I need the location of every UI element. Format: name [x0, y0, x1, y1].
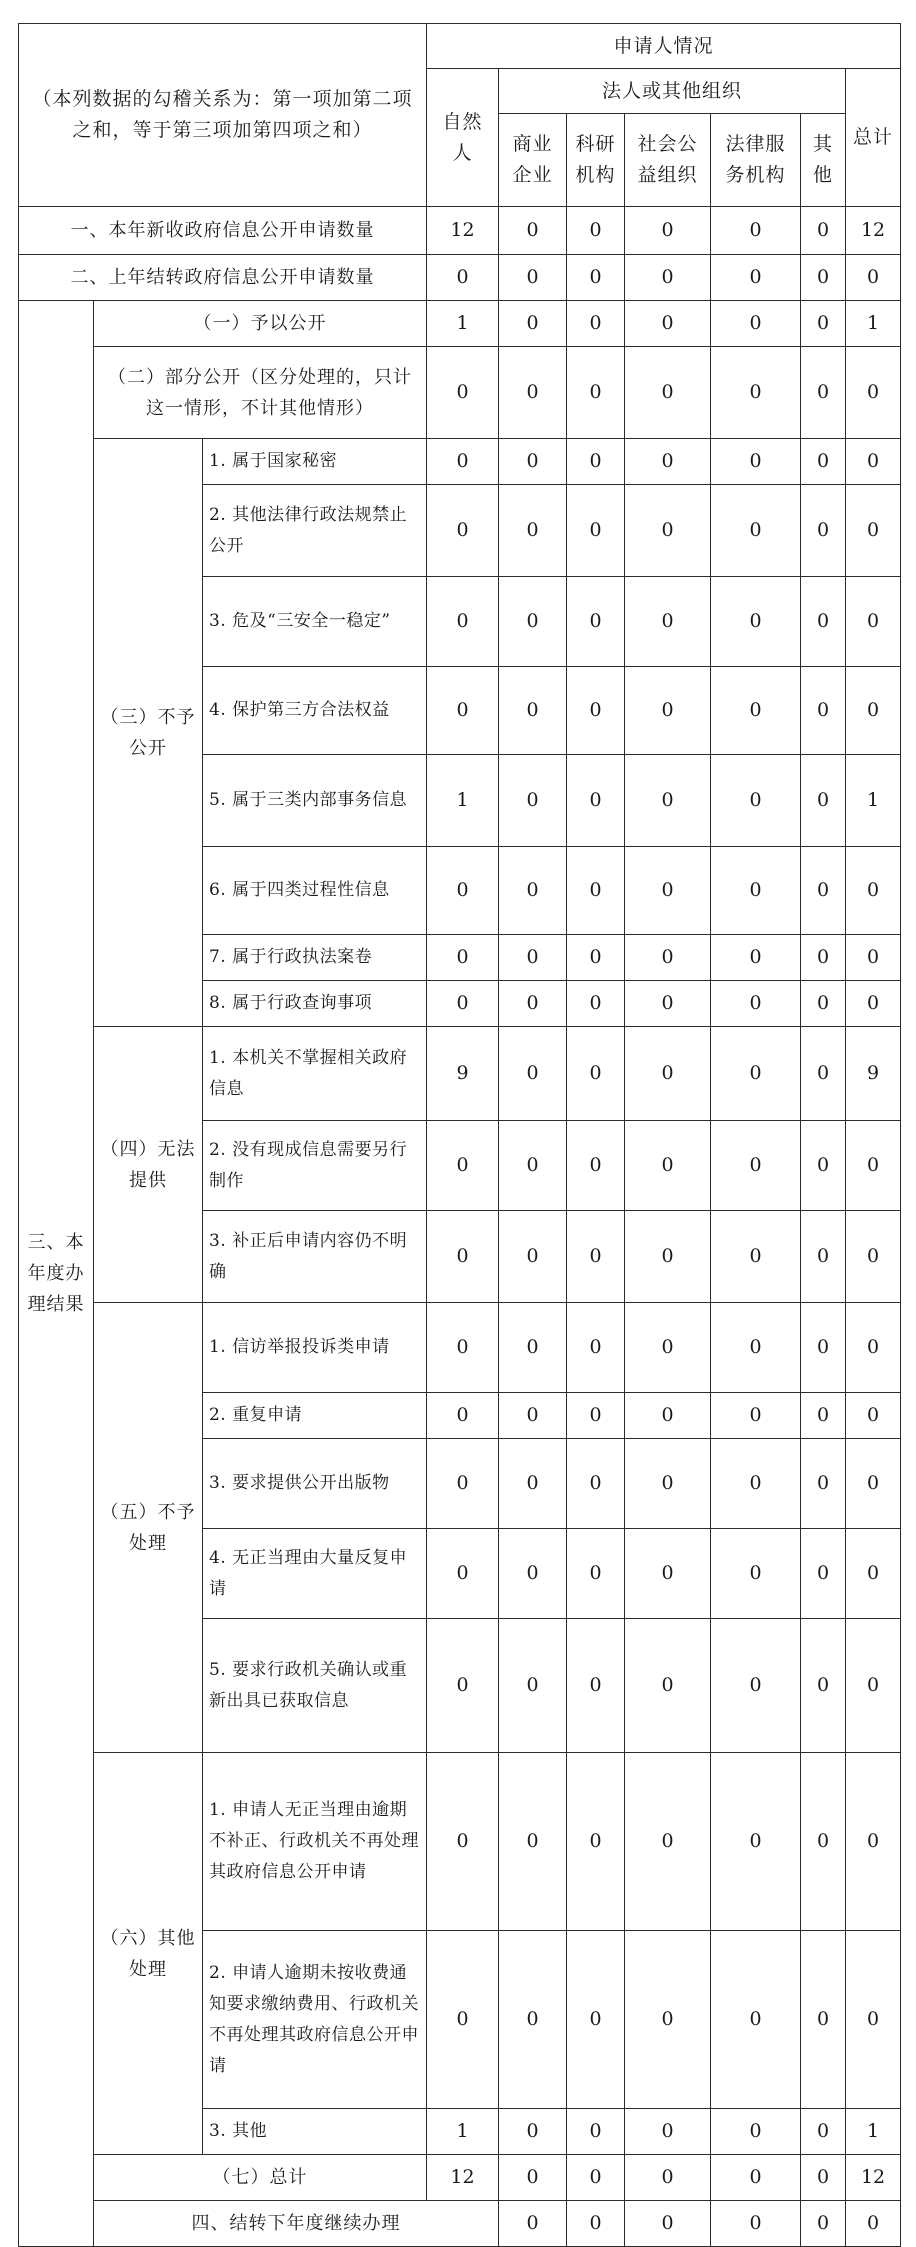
cell-business: 0 [499, 439, 567, 485]
cell-research: 0 [567, 2109, 625, 2155]
cell-research: 0 [567, 1027, 625, 1121]
cell-natural: 0 [427, 847, 499, 935]
row-not-processed-1 [19, 1303, 901, 1393]
cell-natural: 0 [427, 1211, 499, 1303]
total-header: 总计 [846, 69, 901, 207]
cell-natural: 0 [427, 1121, 499, 1211]
natural-person-header: 自然人 [427, 69, 499, 207]
row-label: 2. 其他法律行政法规禁止公开 [203, 485, 427, 577]
disclosure-stats-table [18, 23, 901, 2247]
row-label: （二）部分公开（区分处理的，只计这一情形，不计其他情形） [94, 347, 427, 439]
cell-legal-service: 0 [711, 2155, 801, 2201]
row-label: 3. 补正后申请内容仍不明确 [203, 1211, 427, 1303]
cell-research: 0 [567, 1303, 625, 1393]
cell-social: 0 [625, 935, 711, 981]
cell-other: 0 [801, 1121, 846, 1211]
cell-other: 0 [801, 847, 846, 935]
cell-other: 0 [801, 577, 846, 667]
cell-other: 0 [801, 1393, 846, 1439]
cell-other: 0 [801, 1439, 846, 1529]
row-label: 3. 要求提供公开出版物 [203, 1439, 427, 1529]
cell-other: 0 [846, 2201, 901, 2247]
cell-legal-service: 0 [711, 439, 801, 485]
cell-total: 0 [846, 485, 901, 577]
cell-total: 9 [846, 1027, 901, 1121]
cell-natural: 12 [427, 2155, 499, 2201]
row-carry-forward [19, 2201, 901, 2247]
cell-legal-service: 0 [711, 755, 801, 847]
cell-total: 0 [846, 1439, 901, 1529]
cell-total: 0 [846, 347, 901, 439]
cell-business: 0 [499, 347, 567, 439]
cell-natural: 0 [427, 577, 499, 667]
cell-research: 0 [567, 207, 625, 255]
cell-other: 0 [801, 2155, 846, 2201]
cell-legal-service: 0 [711, 1027, 801, 1121]
cell-social: 0 [625, 1931, 711, 2109]
row-label: 5. 属于三类内部事务信息 [203, 755, 427, 847]
cell-social: 0 [625, 577, 711, 667]
cell-other: 0 [801, 485, 846, 577]
cell-business: 0 [499, 1303, 567, 1393]
cell-legal-service: 0 [711, 667, 801, 755]
group-label: （三）不予公开 [94, 439, 203, 1027]
row-label: 1. 本机关不掌握相关政府信息 [203, 1027, 427, 1121]
legal-service-header: 法律服务机构 [711, 114, 801, 207]
cell-other: 0 [801, 1303, 846, 1393]
row-label: 1. 属于国家秘密 [203, 439, 427, 485]
cell-business: 0 [499, 2109, 567, 2155]
cell-other: 0 [801, 207, 846, 255]
cell-other: 0 [801, 2109, 846, 2155]
cell-business: 0 [499, 935, 567, 981]
row-label: 二、上年结转政府信息公开申请数量 [19, 255, 427, 301]
cell-social: 0 [625, 485, 711, 577]
applicant-header: 申请人情况 [427, 24, 901, 69]
cell-research: 0 [567, 1931, 625, 2109]
cell-research: 0 [567, 1529, 625, 1619]
cell-social: 0 [625, 1211, 711, 1303]
cell-social: 0 [625, 207, 711, 255]
cell-total: 1 [846, 2109, 901, 2155]
cell-social: 0 [625, 1027, 711, 1121]
row-label: 四、结转下年度继续办理 [94, 2201, 499, 2247]
row-disclosed [19, 301, 901, 347]
cell-other: 0 [801, 1529, 846, 1619]
cell-social: 0 [625, 1303, 711, 1393]
row-subtotal [19, 2155, 901, 2201]
cell-total: 0 [846, 1619, 901, 1753]
cell-total: 0 [846, 667, 901, 755]
cell-legal-service: 0 [711, 935, 801, 981]
cell-business: 0 [499, 1211, 567, 1303]
cell-legal-service: 0 [711, 1931, 801, 2109]
cell-business: 0 [499, 755, 567, 847]
cell-total: 0 [846, 1303, 901, 1393]
cell-social: 0 [625, 2155, 711, 2201]
row-label: 1. 信访举报投诉类申请 [203, 1303, 427, 1393]
cell-research: 0 [567, 439, 625, 485]
cell-social: 0 [625, 2109, 711, 2155]
cell-natural: 9 [427, 1027, 499, 1121]
cell-legal-service: 0 [711, 981, 801, 1027]
cell-social: 0 [625, 1619, 711, 1753]
group-label: （五）不予处理 [94, 1303, 203, 1753]
cell-social: 0 [625, 301, 711, 347]
cell-business: 0 [499, 847, 567, 935]
cell-business: 0 [499, 207, 567, 255]
cell-total: 1 [846, 301, 901, 347]
row-label: 2. 申请人逾期未按收费通知要求缴纳费用、行政机关不再处理其政府信息公开申请 [203, 1931, 427, 2109]
row-label: 2. 重复申请 [203, 1393, 427, 1439]
cell-research: 0 [567, 1753, 625, 1931]
row-other-handling-1 [19, 1753, 901, 1931]
cell-research: 0 [567, 981, 625, 1027]
cell-research: 0 [567, 1393, 625, 1439]
cell-total: 12 [846, 2155, 901, 2201]
row-label: 1. 申请人无正当理由逾期不补正、行政机关不再处理其政府信息公开申请 [203, 1753, 427, 1931]
cell-natural: 0 [427, 485, 499, 577]
row-cannot-provide-1 [19, 1027, 901, 1121]
cell-natural: 0 [427, 1393, 499, 1439]
cell-other: 0 [801, 439, 846, 485]
cell-social: 0 [711, 2201, 801, 2247]
cell-natural: 0 [427, 1439, 499, 1529]
cell-business: 0 [499, 577, 567, 667]
cell-total: 0 [846, 1753, 901, 1931]
cell-legal-service: 0 [711, 1619, 801, 1753]
row-label: （一）予以公开 [94, 301, 427, 347]
cell-legal-service: 0 [711, 485, 801, 577]
row-label: 一、本年新收政府信息公开申请数量 [19, 207, 427, 255]
cell-business: 0 [499, 1027, 567, 1121]
cell-research: 0 [625, 2201, 711, 2247]
cell-business: 0 [499, 485, 567, 577]
column-note: （本列数据的勾稽关系为：第一项加第二项之和，等于第三项加第四项之和） [19, 24, 427, 207]
cell-total: 0 [846, 1931, 901, 2109]
row-label: 3. 其他 [203, 2109, 427, 2155]
cell-total: 0 [846, 981, 901, 1027]
cell-natural: 0 [427, 1529, 499, 1619]
cell-social: 0 [625, 1121, 711, 1211]
business-header: 商业企业 [499, 114, 567, 207]
cell-legal-service: 0 [711, 347, 801, 439]
cell-other: 0 [801, 1211, 846, 1303]
cell-legal-service: 0 [711, 207, 801, 255]
cell-natural: 1 [427, 2109, 499, 2155]
cell-legal-service: 0 [711, 255, 801, 301]
cell-legal-service: 0 [711, 1303, 801, 1393]
cell-natural: 0 [427, 981, 499, 1027]
row-label: 6. 属于四类过程性信息 [203, 847, 427, 935]
cell-social: 0 [625, 1393, 711, 1439]
cell-legal-service: 0 [711, 1211, 801, 1303]
cell-research: 0 [567, 1121, 625, 1211]
other-header: 其他 [801, 114, 846, 207]
cell-business: 0 [499, 1619, 567, 1753]
cell-social: 0 [625, 981, 711, 1027]
cell-legal-service: 0 [711, 577, 801, 667]
row-label: 5. 要求行政机关确认或重新出具已获取信息 [203, 1619, 427, 1753]
row-label: 2. 没有现成信息需要另行制作 [203, 1121, 427, 1211]
cell-other: 0 [801, 755, 846, 847]
research-header: 科研机构 [567, 114, 625, 207]
cell-natural: 1 [427, 301, 499, 347]
legal-org-header: 法人或其他组织 [499, 69, 846, 114]
cell-natural: 0 [499, 2201, 567, 2247]
cell-research: 0 [567, 1439, 625, 1529]
cell-research: 0 [567, 755, 625, 847]
cell-other: 0 [801, 301, 846, 347]
cell-other: 0 [801, 255, 846, 301]
row-label: 4. 无正当理由大量反复申请 [203, 1529, 427, 1619]
cell-legal-service: 0 [711, 1529, 801, 1619]
cell-total: 0 [846, 1211, 901, 1303]
group-label: （四）无法提供 [94, 1027, 203, 1303]
cell-total: 0 [846, 935, 901, 981]
cell-social: 0 [625, 667, 711, 755]
cell-business: 0 [499, 981, 567, 1027]
cell-legal-service: 0 [711, 1753, 801, 1931]
cell-social: 0 [625, 1529, 711, 1619]
cell-natural: 0 [427, 255, 499, 301]
cell-research: 0 [567, 347, 625, 439]
cell-business: 0 [499, 1439, 567, 1529]
cell-research: 0 [567, 667, 625, 755]
cell-other: 0 [801, 935, 846, 981]
cell-social: 0 [625, 755, 711, 847]
row-label: 8. 属于行政查询事项 [203, 981, 427, 1027]
cell-business: 0 [499, 255, 567, 301]
group-label: （六）其他处理 [94, 1753, 203, 2155]
cell-business: 0 [499, 2155, 567, 2201]
cell-business: 0 [499, 1121, 567, 1211]
cell-research: 0 [567, 1211, 625, 1303]
cell-research: 0 [567, 255, 625, 301]
cell-business: 0 [499, 1931, 567, 2109]
cell-total: 0 [846, 847, 901, 935]
row-new-requests [19, 207, 901, 255]
row-carried-over [19, 255, 901, 301]
row-label: （七）总计 [94, 2155, 427, 2201]
cell-other: 0 [801, 1619, 846, 1753]
cell-legal-service: 0 [711, 1439, 801, 1529]
cell-legal-service: 0 [801, 2201, 846, 2247]
cell-total: 0 [846, 577, 901, 667]
cell-business: 0 [499, 1753, 567, 1931]
cell-research: 0 [567, 935, 625, 981]
cell-natural: 0 [427, 667, 499, 755]
cell-total: 0 [846, 1393, 901, 1439]
cell-natural: 0 [427, 1931, 499, 2109]
cell-research: 0 [567, 301, 625, 347]
cell-natural: 0 [427, 935, 499, 981]
cell-total: 0 [846, 1529, 901, 1619]
cell-total: 0 [846, 255, 901, 301]
cell-natural: 0 [427, 347, 499, 439]
cell-natural: 0 [427, 1753, 499, 1931]
cell-social: 0 [625, 1439, 711, 1529]
cell-natural: 0 [427, 439, 499, 485]
cell-total: 0 [846, 439, 901, 485]
cell-other: 0 [801, 347, 846, 439]
cell-social: 0 [625, 847, 711, 935]
cell-total: 12 [846, 207, 901, 255]
cell-social: 0 [625, 255, 711, 301]
cell-business: 0 [499, 301, 567, 347]
cell-social: 0 [625, 439, 711, 485]
cell-legal-service: 0 [711, 847, 801, 935]
cell-business: 0 [499, 667, 567, 755]
cell-total: 0 [846, 1121, 901, 1211]
cell-other: 0 [801, 1027, 846, 1121]
cell-legal-service: 0 [711, 2109, 801, 2155]
social-header: 社会公益组织 [625, 114, 711, 207]
section-3-label: 三、本年度办理结果 [19, 301, 94, 2247]
cell-total: 1 [846, 755, 901, 847]
cell-natural: 12 [427, 207, 499, 255]
cell-other: 0 [801, 1753, 846, 1931]
cell-social: 0 [625, 347, 711, 439]
row-not-disclosed-1 [19, 439, 901, 485]
cell-research: 0 [567, 847, 625, 935]
cell-business: 0 [499, 1529, 567, 1619]
cell-business: 0 [567, 2201, 625, 2247]
cell-natural: 0 [427, 1619, 499, 1753]
cell-research: 0 [567, 577, 625, 667]
cell-legal-service: 0 [711, 301, 801, 347]
cell-research: 0 [567, 485, 625, 577]
row-label: 4. 保护第三方合法权益 [203, 667, 427, 755]
cell-business: 0 [499, 1393, 567, 1439]
cell-natural: 1 [427, 755, 499, 847]
cell-research: 0 [567, 2155, 625, 2201]
row-partial [19, 347, 901, 439]
cell-other: 0 [801, 1931, 846, 2109]
cell-legal-service: 0 [711, 1121, 801, 1211]
cell-other: 0 [801, 981, 846, 1027]
cell-social: 0 [625, 1753, 711, 1931]
cell-other: 0 [801, 667, 846, 755]
cell-natural: 0 [427, 1303, 499, 1393]
cell-research: 0 [567, 1619, 625, 1753]
cell-legal-service: 0 [711, 1393, 801, 1439]
row-label: 7. 属于行政执法案卷 [203, 935, 427, 981]
row-label: 3. 危及“三安全一稳定” [203, 577, 427, 667]
